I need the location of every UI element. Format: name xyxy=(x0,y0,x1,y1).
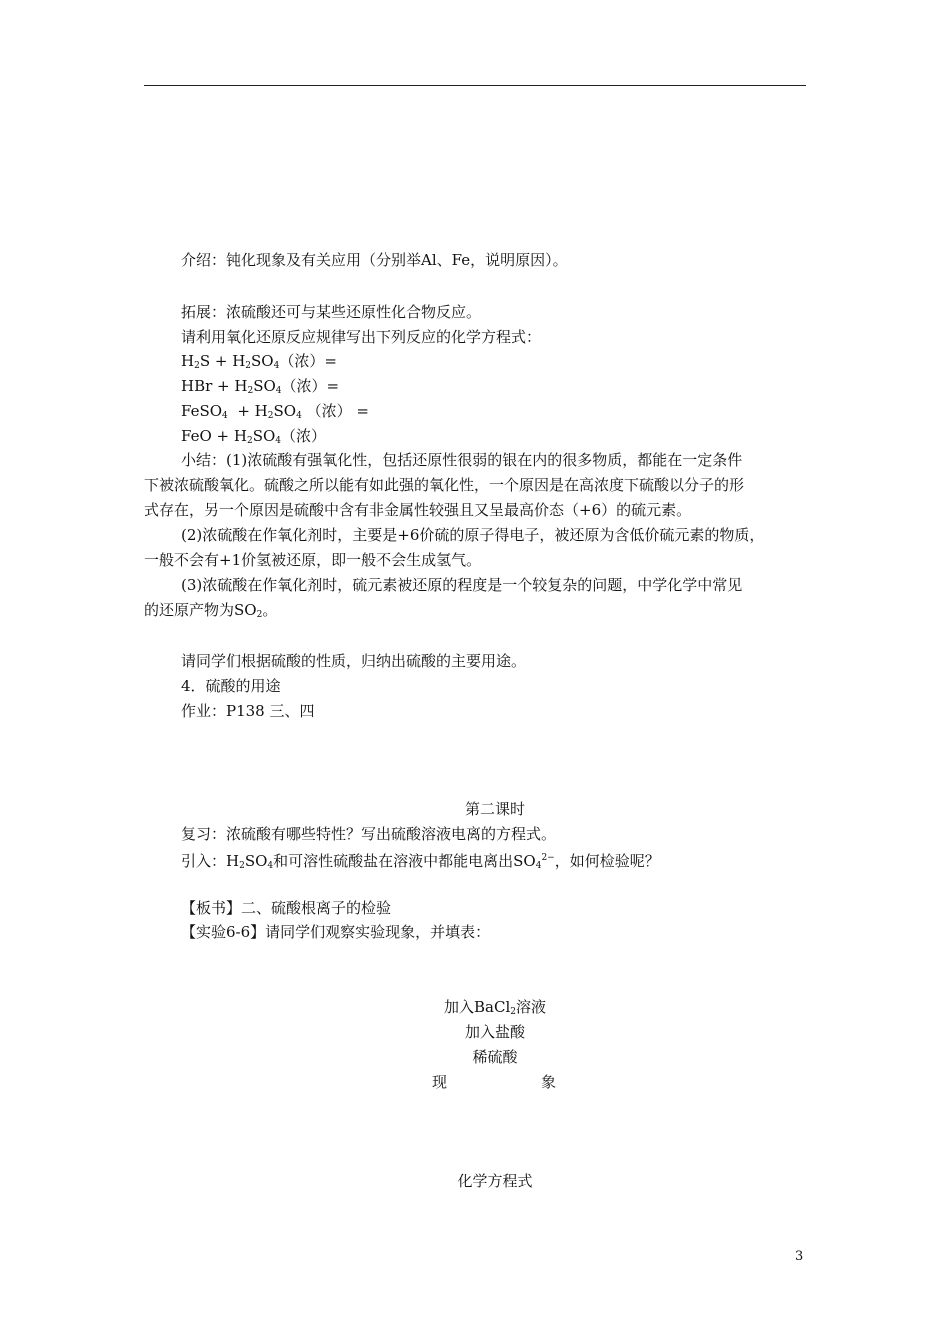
table-phenomenon-right: 象 xyxy=(541,1073,557,1091)
board-line: 【板书】二、硫酸根离子的检验 xyxy=(181,899,392,917)
equation-3: FeSO$_4$ + $H_2SO_4$ （浓） = xyxy=(181,402,369,421)
table-equation-label: 化学方程式 xyxy=(457,1172,533,1190)
header-rule xyxy=(144,85,806,86)
page-number: 3 xyxy=(795,1249,804,1264)
summary-p1-line1: 小结：(1)浓硫酸有强氧化性，包括还原性很弱的银在内的很多物质，都能在一定条件 xyxy=(181,451,743,469)
table-phenomenon-left: 现 xyxy=(432,1073,448,1091)
intro-line: 介绍：钝化现象及有关应用（分别举Al、Fe，说明原因）。 xyxy=(181,251,568,269)
summary-p3-line1: (3)浓硫酸在作氧化剂时，硫元素被还原的程度是一个较复杂的问题，中学化学中常见 xyxy=(181,576,743,594)
intro2-line: 引入：$H_2SO_4$和可溶性硫酸盐在溶液中都能电离出$SO_4^{2-}$，如何检验呢？ xyxy=(181,852,660,871)
homework-line: 作业：P138 三、四 xyxy=(181,702,315,720)
equation-4: FeO + $H_2SO_4$（浓） xyxy=(181,427,327,446)
summary-p2-line1: (2)浓硫酸在作氧化剂时，主要是+6价硫的原子得电子，被还原为含低价硫元素的物质， xyxy=(181,526,765,544)
table-row-dilute-acid: 稀硫酸 xyxy=(472,1048,518,1066)
equation-1: $H_2S + H_2SO_4$（浓）= xyxy=(181,352,337,371)
summary-p1-line2: 下被浓硫酸氧化。硫酸之所以能有如此强的氧化性，一个原因是在高浓度下硫酸以分子的形 xyxy=(144,476,745,494)
summary-p1-line3: 式存在，另一个原因是硫酸中含有非金属性较强且又呈最高价态（+6）的硫元素。 xyxy=(144,501,692,519)
summary-p3-line2: 的还原产物为$SO_2$。 xyxy=(144,601,278,620)
review-line: 复习：浓硫酸有哪些特性？写出硫酸溶液电离的方程式。 xyxy=(181,825,557,843)
summary-p2-line2: 一般不会有+1价氢被还原，即一般不会生成氢气。 xyxy=(144,551,482,569)
experiment-line: 【实验6-6】请同学们观察实验现象，并填表： xyxy=(181,923,491,941)
equation-2: HBr + $H_2SO_4$（浓）= xyxy=(181,377,340,396)
uses-heading: 4．硫酸的用途 xyxy=(181,677,281,695)
table-row-bacl2: 加入BaCl$_2$溶液 xyxy=(444,998,546,1017)
lesson2-title: 第二课时 xyxy=(464,800,525,818)
extend-line: 拓展：浓硫酸还可与某些还原性化合物反应。 xyxy=(181,303,482,321)
table-row-hcl: 加入盐酸 xyxy=(464,1023,525,1041)
request-line: 请利用氧化还原反应规律写出下列反应的化学方程式： xyxy=(181,328,542,346)
uses-prompt: 请同学们根据硫酸的性质，归纳出硫酸的主要用途。 xyxy=(181,652,527,670)
